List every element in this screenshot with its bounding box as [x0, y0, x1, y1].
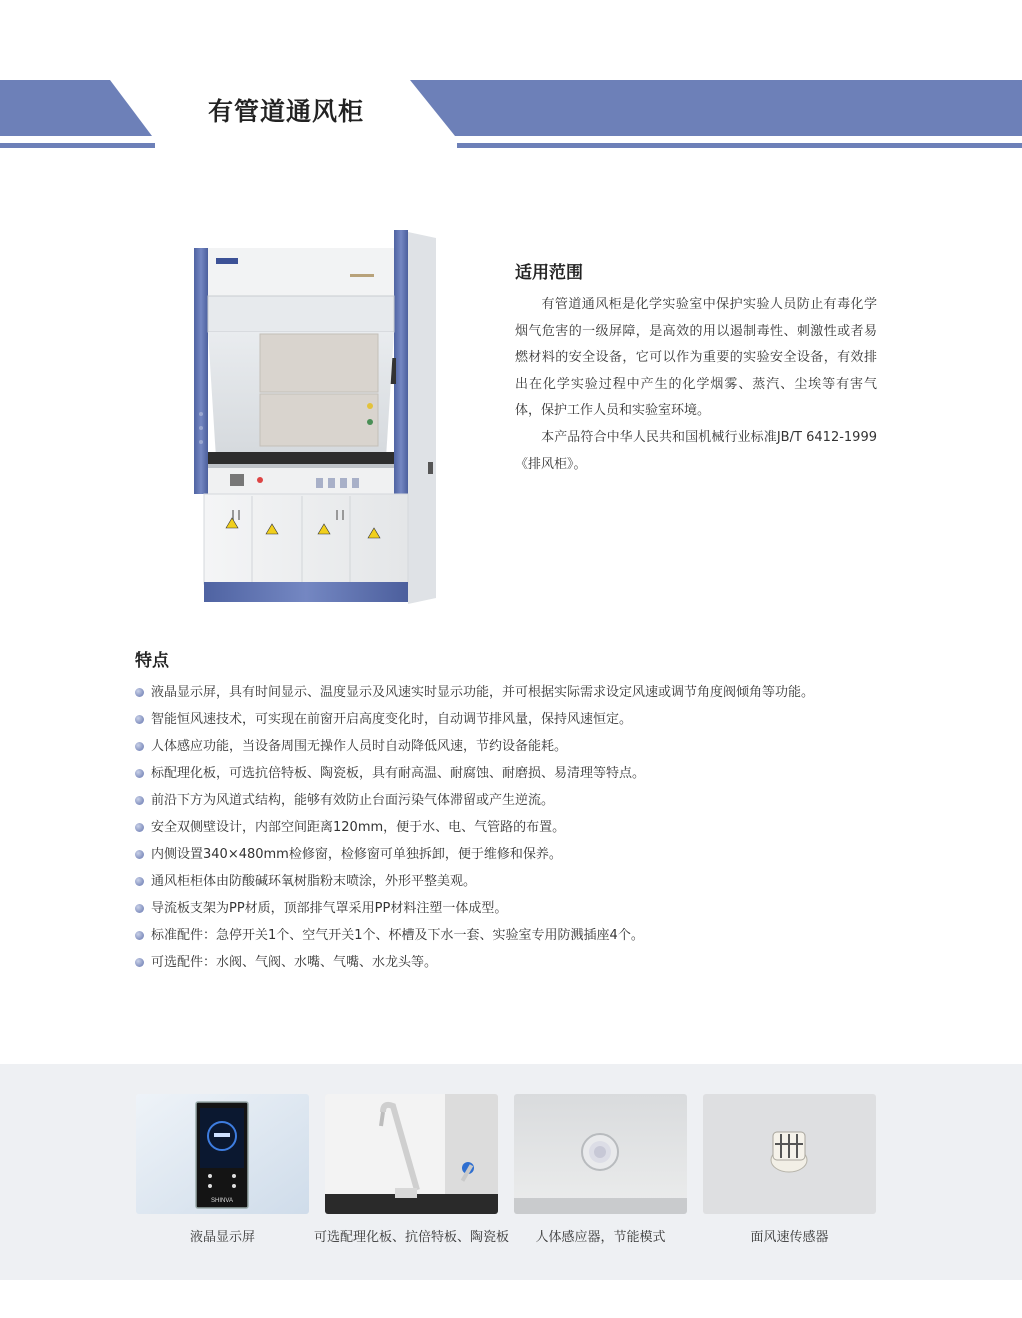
- bullet-icon: [135, 850, 144, 859]
- display-brand-label: SHINVA: [211, 1198, 233, 1204]
- gallery-caption: 面风速传感器: [750, 1230, 829, 1245]
- feature-item: 人体感应功能，当设备周围无操作人员时自动降低风速，节约设备能耗。: [135, 733, 895, 760]
- bullet-icon: [135, 742, 144, 751]
- bullet-icon: [135, 769, 144, 778]
- header-banner: [0, 0, 1022, 160]
- countertop-image: [325, 1094, 498, 1214]
- bullet-icon: [135, 904, 144, 913]
- feature-item: 液晶显示屏，具有时间显示、温度显示及风速实时显示功能，并可根据实际需求设定风速或调节角度阀倾角等功能。: [135, 679, 895, 706]
- bullet-icon: [135, 715, 144, 724]
- lcd-display-image: [136, 1094, 309, 1214]
- gallery-caption: 人体感应器，节能模式: [535, 1230, 666, 1245]
- feature-item: 通风柜柜体由防酸碱环氧树脂粉末喷涂，外形平整美观。: [135, 868, 895, 895]
- feature-item: 安全双侧壁设计，内部空间距离120mm，便于水、电、气管路的布置。: [135, 814, 895, 841]
- standard-paragraph-text: 本产品符合中华人民共和国机械行业标准JB/T 6412-1999《排风柜》。: [515, 430, 877, 472]
- page-title: 有管道通风柜: [208, 97, 365, 126]
- bullet-icon: [135, 877, 144, 886]
- human-sensor-image: [514, 1094, 687, 1214]
- bullet-icon: [135, 688, 144, 697]
- feature-item: 标配理化板，可选抗倍特板、陶瓷板，具有耐高温、耐腐蚀、耐磨损、易清理等特点。: [135, 760, 895, 787]
- feature-item: 导流板支架为PP材质，顶部排气罩采用PP材料注塑一体成型。: [135, 895, 895, 922]
- features-list: [135, 679, 895, 976]
- standard-paragraph: [515, 425, 877, 478]
- bullet-icon: [135, 823, 144, 832]
- scope-paragraph: [515, 292, 877, 425]
- feature-item: 前沿下方为风道式结构，能够有效防止台面污染气体滞留或产生逆流。: [135, 787, 895, 814]
- feature-item: 标准配件：急停开关1个、空气开关1个、杯槽及下水一套、实验室专用防溅插座4个。: [135, 922, 895, 949]
- feature-item: 内侧设置340×480mm检修窗，检修窗可单独拆卸，便于维修和保养。: [135, 841, 895, 868]
- bullet-icon: [135, 796, 144, 805]
- gallery-caption: 可选配理化板、抗倍特板、陶瓷板: [313, 1230, 509, 1245]
- fume-hood-image: [190, 226, 440, 610]
- feature-item: 可选配件：水阀、气阀、水嘴、气嘴、水龙头等。: [135, 949, 895, 976]
- airflow-sensor-image: [703, 1094, 876, 1214]
- feature-item: 智能恒风速技术，可实现在前窗开启高度变化时，自动调节排风量，保持风速恒定。: [135, 706, 895, 733]
- bullet-icon: [135, 931, 144, 940]
- bullet-icon: [135, 958, 144, 967]
- scope-heading: 适用范围: [515, 263, 583, 283]
- scope-paragraph-text: 有管道通风柜是化学实验室中保护实验人员防止有毒化学烟气危害的一级屏障，是高效的用以遏制毒性、刺激性或者易燃材料的安全设备，它可以作为重要的实验安全设备，有效排出在化学实验过程中产生的化学烟雾、蒸汽、尘埃等有害气体，保护工作人员和实验室环境。: [515, 297, 877, 418]
- features-heading: 特点: [135, 651, 169, 671]
- gallery-caption: 液晶显示屏: [189, 1230, 255, 1245]
